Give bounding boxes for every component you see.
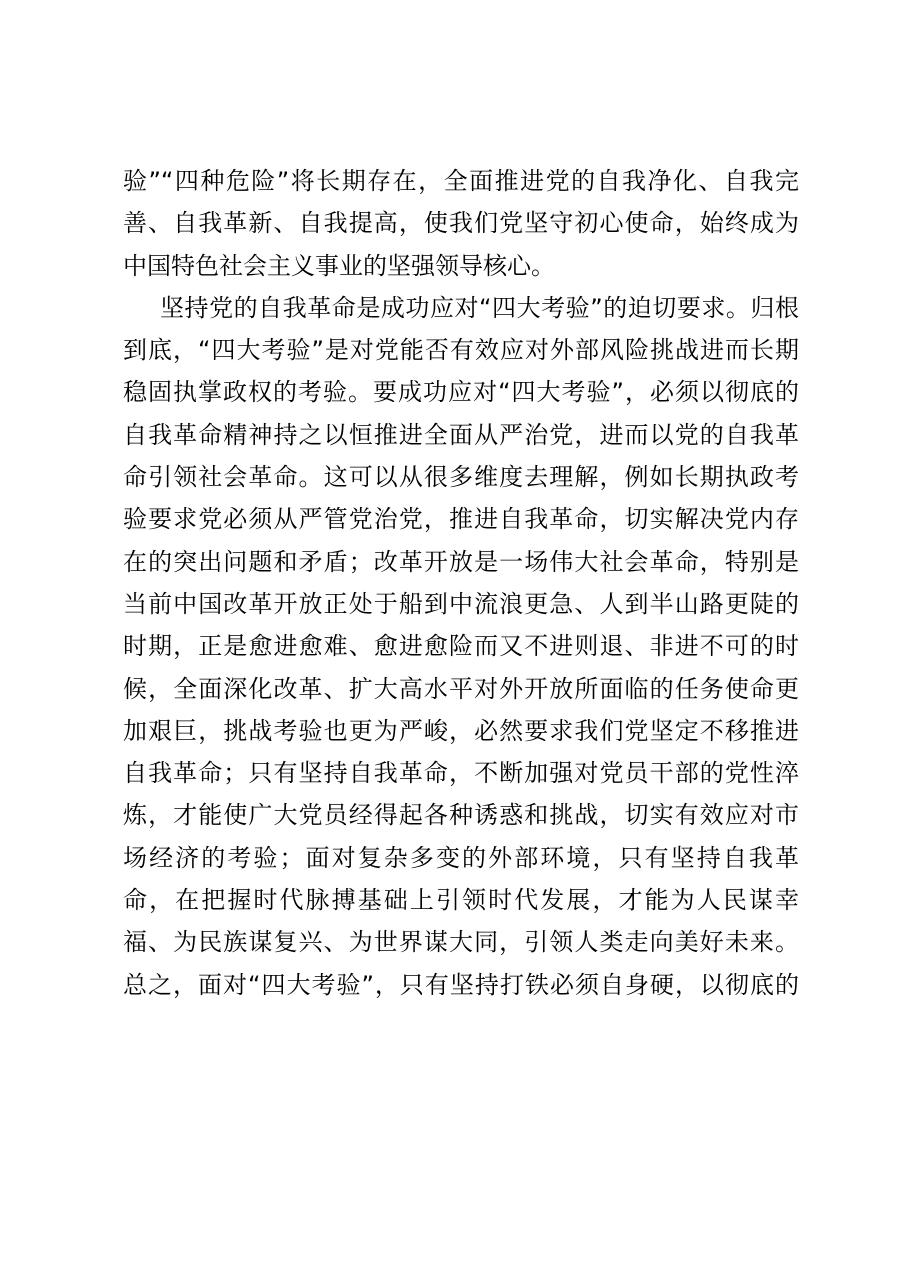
paragraph-line: 坚持党的自我革命是成功应对“四大考验”的迫切要求。归根 [160,293,799,322]
paragraph-line: 加艰巨，挑战考验也更为严峻，必然要求我们党坚定不移推进 [123,716,799,745]
paragraph-line: 到底，“四大考验”是对党能否有效应对外部风险挑战进而长期 [123,336,799,365]
paragraph-line: 候，全面深化改革、扩大高水平对外开放所面临的任务使命更 [123,674,799,703]
paragraph-line: 稳固执掌政权的考验。要成功应对“四大考验”，必须以彻底的 [123,378,799,407]
paragraph-line: 自我革命；只有坚持自我革命，不断加强对党员干部的党性淬 [123,759,799,788]
paragraph-line: 中国特色社会主义事业的坚强领导核心。 [123,251,555,280]
body-text [123,160,799,1006]
paragraph-line: 在的突出问题和矛盾；改革开放是一场伟大社会革命，特别是 [123,547,799,576]
paragraph-line: 时期，正是愈进愈难、愈进愈险而又不进则退、非进不可的时 [123,632,799,661]
paragraph-line: 总之，面对“四大考验”，只有坚持打铁必须自身硬，以彻底的 [123,970,799,999]
paragraph-line: 命，在把握时代脉搏基础上引领时代发展，才能为人民谋幸 [123,886,799,915]
paragraph-line: 炼，才能使广大党员经得起各种诱惑和挑战，切实有效应对市 [123,801,799,830]
paragraph-line: 验”“四种危险”将长期存在，全面推进党的自我净化、自我完 [123,167,799,195]
paragraph-line: 命引领社会革命。这可以从很多维度去理解，例如长期执政考 [123,463,799,492]
paragraph-line: 场经济的考验；面对复杂多变的外部环境，只有坚持自我革 [123,843,799,872]
paragraph-line: 验要求党必须从严管党治党，推进自我革命，切实解决党内存 [123,505,799,534]
paragraph-line: 自我革命精神持之以恒推进全面从严治党，进而以党的自我革 [123,420,799,449]
paragraph-line: 善、自我革新、自我提高，使我们党坚守初心使命，始终成为 [123,209,799,238]
paragraph-line: 福、为民族谋复兴、为世界谋大同，引领人类走向美好未来。 [123,928,799,957]
paragraph-line: 当前中国改革开放正处于船到中流浪更急、人到半山路更陡的 [123,589,799,618]
